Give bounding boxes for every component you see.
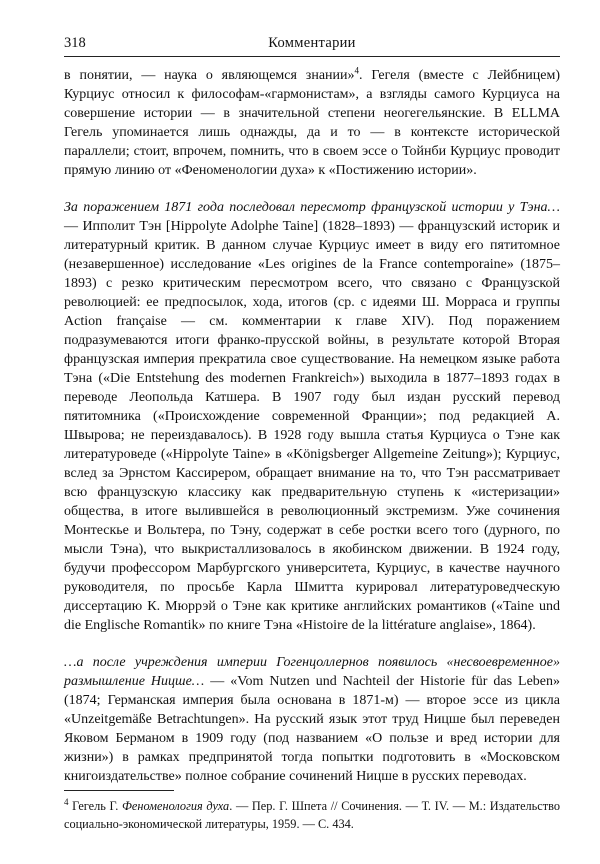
commentary-lemma: …а после учреждения империи Гогенцоллернов появилось «несвоевременное» размышление Ницше… [64, 655, 560, 689]
footnote-title: Феноменология духа [122, 799, 230, 813]
footnote [64, 797, 560, 833]
paragraph-text: — «Vom Nutzen und Nachteil der Historie für das Leben» (1874; Германская империя была основана в 1871-м) — второе эссе из цикла «Unzeitgemäße Betrachtungen». На русский язык этот труд Ницше был переведен Яковом Берманом в 1909 году (под названием «О пользе и вред истории для жизни») в рамках предпринятой тогда попытки подготовить в «Московском книгоиздательстве» полное собрание сочинений Ницше в русских переводах. [64, 674, 560, 784]
paragraph-text: в понятии, — наука о являющемся знании» [64, 68, 355, 83]
footnote-number: 4 [64, 796, 69, 807]
footnote-author: Гегель Г. [68, 799, 123, 813]
page-number: 318 [64, 35, 86, 51]
running-title: Комментарии [268, 35, 356, 51]
paragraph-hegel [64, 66, 560, 180]
page-header [64, 34, 560, 57]
footnote-details: . — Пер. Г. Шпета // Сочинения. — Т. IV. — М.: Издательство социально-экономической литературы, 1959. — С. 434. [64, 799, 560, 831]
footnote-divider [64, 790, 174, 791]
main-text [64, 66, 560, 786]
paragraph-text: — Ипполит Тэн [Hippolyte Adolphe Taine] (1828–1893) — французский историк и литературный критик. В данном случае Курциус имеет в виду его пятитомное (незавершенное) исследование «Les origines de la France contemporaine» (1875–1893) с резко критическим пересмотром всего, что связано с Французской революцией: ее предпосылок, хода, итогов (ср. с идеями Ш. Морраса и группы Action française — см. комментарии к главе XIV). Под поражением подразумеваются итоги франко-прусской войны, в результате которой Вторая французская империя прекратила свое существование. На немецком языке работа Тэна («Die Entstehung des modernen Frankreich») выходила в 1877–1893 годах в переводе Леопольда Катшера. В 1907 году был издан русский перевод пятитомника («Происхождение современной Франции»; под редакцией А. Швырова; не переиздавалось). В 1928 году вышла статья Курциуса о Тэне как литературоведе («Hippolyte Taine» в «Königsberger Allgemeine Zeitung»); Курциус, вслед за Эрнстом Кассирером, обращает внимание на то, что Тэн рассматривает всю французскую классику как предварительную ступень к «истеризации» общества, в итоге вылившейся в революционный экстремизм. Уже сочинения Монтескье и Вольтера, по Тэну, содержат в себе ростки всего того (дурного, по мысли Тэна), что выкристаллизовалось в якобинском движении. В 1924 году, будучи профессором Марбургского университета, Курциус, в качестве научного руководителя, по просьбе Карла Шмитта курировал литературоведческую диссертацию К. Мюррэй о Тэне как критике английских романтиков («Taine und die Englische Romantik» по книге Тэна «Histoire de la littérature anglaise», 1864). [64, 219, 560, 633]
footnote-reference: 4 [354, 65, 360, 76]
paragraph-text: . Гегеля (вместе с Лейбницем) Курциус относил к философам-«гармонистам», а взгляды самого Курциуса на совершение истории — в значительной степени неогегельянские. В ELLMA Гегель упоминается лишь однажды, да и то — в контексте исторической параллели; стоит, впрочем, помнить, что в своем эссе о Тойнби Курциус проводит прямую линию от «Феноменологии духа» к «Постижению истории». [64, 68, 561, 178]
paragraph-nietzsche [64, 653, 560, 786]
paragraph-taine [64, 198, 560, 635]
commentary-lemma: За поражением 1871 года последовал пересмотр французской истории у Тэна… [64, 200, 560, 215]
